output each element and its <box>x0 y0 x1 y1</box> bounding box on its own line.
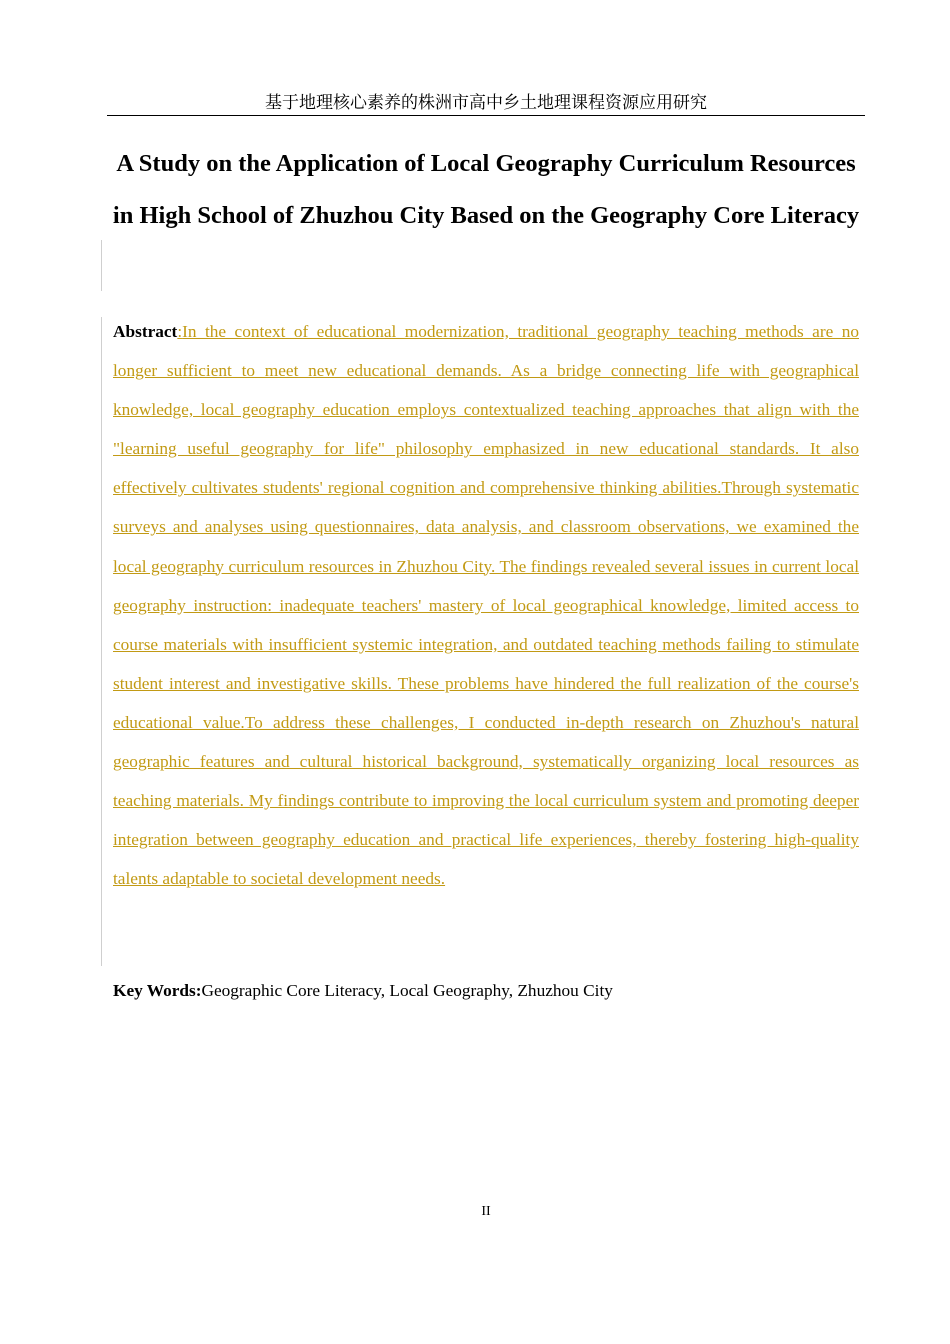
abstract-colon: : <box>177 322 183 341</box>
running-header: 基于地理核心素养的株洲市高中乡土地理课程资源应用研究 <box>265 93 707 112</box>
document-title: A Study on the Application of Local Geography Curriculum Resources in High School of Zhuzhou City Based on the Geography Core Literacy <box>112 150 860 229</box>
change-bar <box>101 240 102 291</box>
keywords-line <box>113 977 859 1005</box>
keywords-label: Key Words: <box>113 981 202 1000</box>
keywords-text: Geographic Core Literacy, Local Geography, Zhuzhou City <box>201 981 613 1000</box>
abstract-text: In the context of educational modernization, traditional geography teaching methods are no longer sufficient to meet new educational demands. As a bridge connecting life with geographical knowledge, local geography education employs contextualized teaching approaches that align with the "learning useful geography for life" philosophy emphasized in new educational standards. It also effectively cultivates students' regional cognition and comprehensive thinking abilities.Through systematic surveys and analyses using questionnaires, data analysis, and classroom observations, we examined the local geography curriculum resources in Zhuzhou City. The findings revealed several issues in current local geography instruction: inadequate teachers' mastery of local geographical knowledge, limited access to course materials with insufficient systemic integration, and outdated teaching methods failing to stimulate student interest and investigative skills. These problems have hindered the full realization of the course's educational value.To address these challenges, I conducted in-depth research on Zhuzhou's natural geographic features and cultural historical background, systematically organizing local resources as teaching materials. My findings contribute to improving the local curriculum system and promoting deeper integration between geography education and practical life experiences, thereby fostering high-quality talents adaptable to societal development needs. <box>113 322 859 889</box>
header-rule <box>107 115 865 116</box>
change-bar <box>101 317 102 966</box>
page-number: II <box>481 1204 491 1219</box>
abstract-paragraph <box>113 312 859 898</box>
abstract-label: Abstract <box>113 322 178 341</box>
